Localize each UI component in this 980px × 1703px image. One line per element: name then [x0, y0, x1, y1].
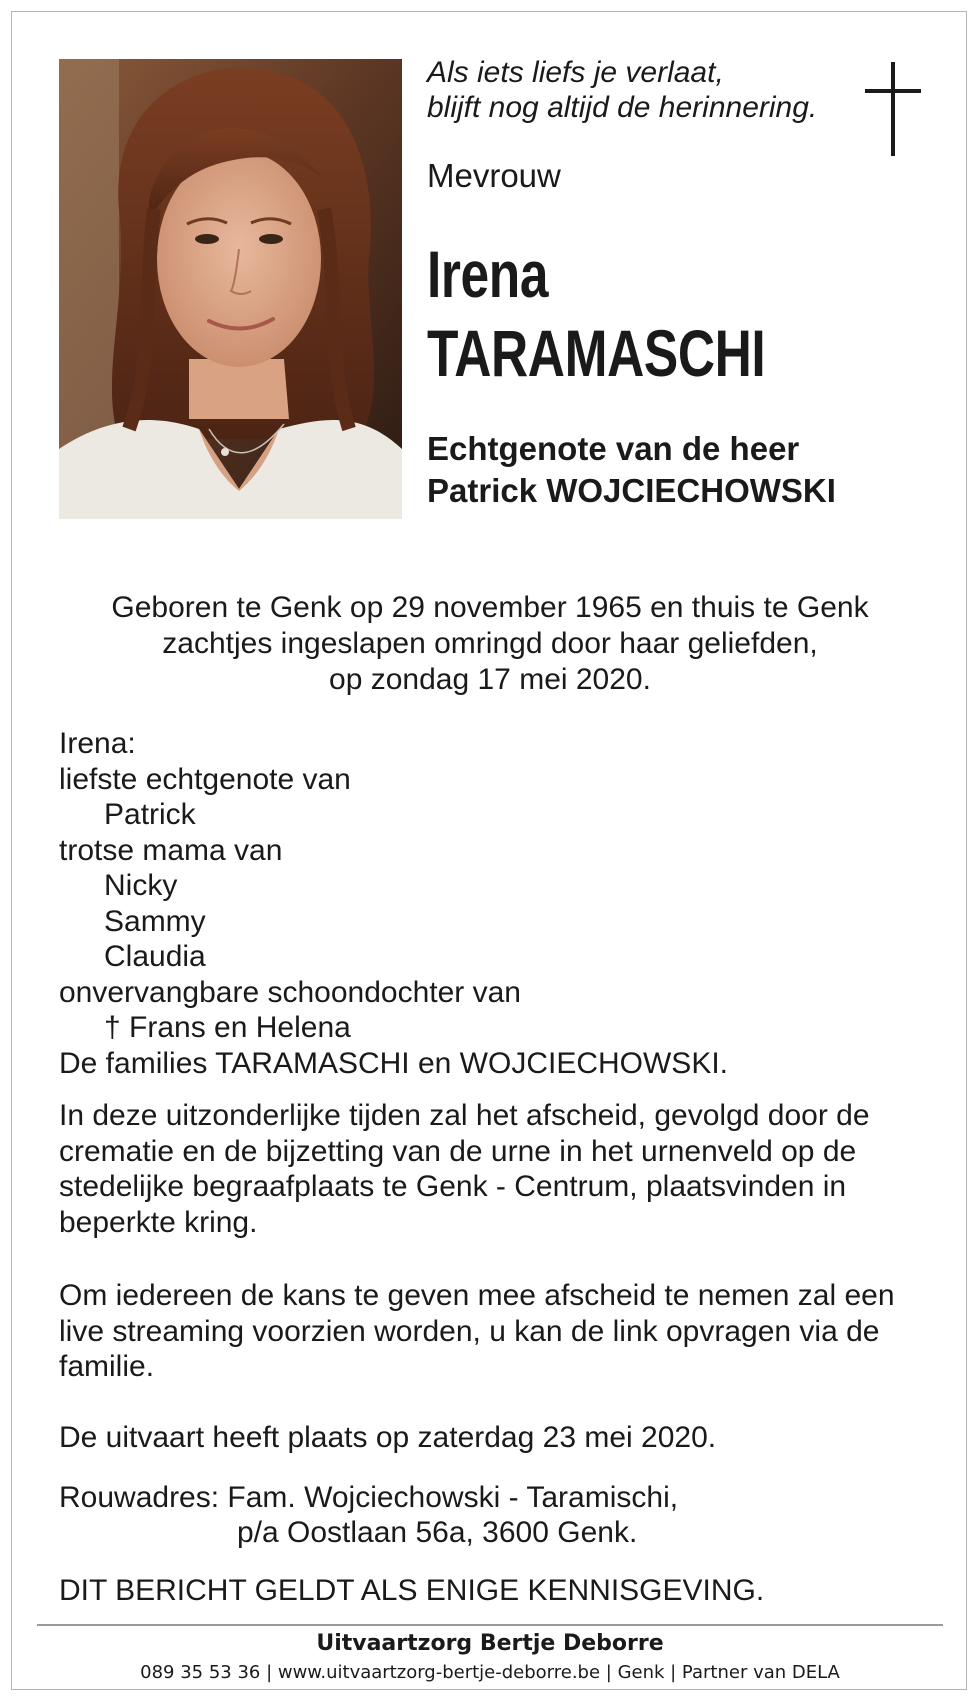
birth-death-info: [59, 590, 921, 698]
family-line: † Frans en Helena: [104, 1011, 351, 1044]
portrait-illustration: [59, 59, 402, 519]
portrait-photo: [59, 59, 402, 519]
family-line: liefste echtgenote van: [59, 762, 351, 796]
deceased-first-name: Irena: [427, 237, 549, 311]
quote-line-1: Als iets liefs je verlaat,: [427, 56, 724, 89]
footer-divider: [37, 1624, 943, 1626]
funeral-company-contact: 089 35 53 36 | www.uitvaartzorg-bertje-deborre.be | Genk | Partner van DELA: [140, 1662, 840, 1683]
family-line: Nicky: [104, 869, 178, 902]
title-salutation: Mevrouw: [427, 157, 561, 194]
memorial-quote: [427, 55, 817, 125]
spouse-line-2: Patrick WOJCIECHOWSKI: [427, 472, 836, 509]
family-line: Patrick: [104, 798, 196, 831]
ceremony-paragraph: In deze uitzonderlijke tijden zal het afscheid, gevolgd door de crematie en de bijzetting van de urne in het urnenveld op de stedelijke begraafplaats te Genk - Centrum, plaatsvinden in beperkte kring.: [59, 1099, 870, 1239]
mourning-address-line-1: Rouwadres: Fam. Wojciechowski - Taramischi,: [59, 1481, 679, 1514]
funeral-date-paragraph: De uitvaart heeft plaats op zaterdag 23 mei 2020.: [59, 1421, 717, 1454]
family-line: onvervangbare schoondochter van: [59, 975, 521, 1009]
birth-death-line-3: op zondag 17 mei 2020.: [329, 663, 651, 696]
birth-death-line-1: Geboren te Genk op 29 november 1965 en thuis te Genk: [111, 591, 869, 624]
official-notice: DIT BERICHT GELDT ALS ENIGE KENNISGEVING.: [59, 1574, 765, 1607]
family-line: De families TARAMASCHI en WOJCIECHOWSKI.: [59, 1046, 728, 1080]
family-line: Claudia: [104, 940, 206, 973]
quote-line-2: blijft nog altijd de herinnering.: [427, 91, 818, 124]
streaming-paragraph: Om iedereen de kans te geven mee afscheid te nemen zal een live streaming voorzien worden, u kan de link opvragen via de familie.: [59, 1279, 895, 1383]
family-line: Irena:: [59, 727, 136, 760]
birth-death-line-2: zachtjes ingeslapen omringd door haar geliefden,: [162, 627, 818, 660]
mourning-address-line-2: p/a Oostlaan 56a, 3600 Genk.: [237, 1516, 638, 1549]
spouse-line-1: Echtgenote van de heer: [427, 430, 800, 467]
cross-icon: [865, 62, 921, 156]
family-list: [59, 726, 728, 1081]
funeral-company-name: Uitvaartzorg Bertje Deborre: [316, 1631, 664, 1656]
family-line: trotse mama van: [59, 833, 283, 867]
deceased-last-name: TARAMASCHI: [427, 316, 766, 390]
family-line: Sammy: [104, 904, 206, 938]
